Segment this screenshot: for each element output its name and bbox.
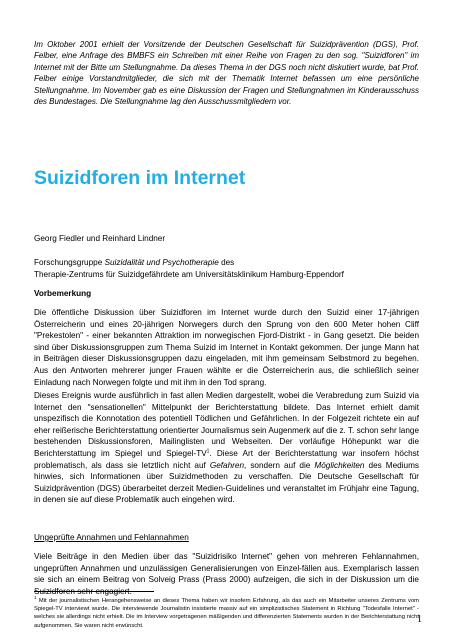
affiliation-group: Suizidalität und Psychotherapie <box>104 258 219 267</box>
emphasis-gefahren: Gefahren <box>209 460 244 470</box>
affiliation <box>34 257 419 280</box>
authors: Georg Fiedler und Reinhard Lindner <box>34 234 166 243</box>
affiliation-suffix: des <box>218 258 235 267</box>
article-title: Suizidforen im Internet <box>34 167 246 189</box>
paragraph-2 <box>34 390 419 506</box>
paragraph-2-text: . Diese Art der Berichterstattung war insofern höchst problematisch, als dass sie letztlich nicht auf <box>34 448 419 470</box>
footnote-divider <box>34 591 154 592</box>
section-heading: Vorbemerkung <box>34 289 92 298</box>
footnote-reference[interactable]: 1 <box>206 448 210 455</box>
intro-note: Im Oktober 2001 erhielt der Vorsitzende der Deutschen Gesellschaft für Suizidprävention (DGS), Prof. Felber, eine Anfrage des BMBFS ein Schreiben mit einer Reihe von Fragen zu den sog. "Suizidforen" im Internet mit der Bitte um Stellungnahme. Da dieses Thema in der DGS noch nicht diskutiert wurde, bat Prof. Felber einige Vorstandmitglieder, die sich mit der Thematik Internet befassen um eine persönliche Stellungnahme. Im November gab es eine Diskussion der Fragen und Stellungnahmen im Kinderausschuss des Bundestages. Die Stellungnahme lag den Ausschussmitgliedern vor. <box>34 40 419 107</box>
subheading: Ungeprüfte Annahmen und Fehlannahmen <box>34 533 189 542</box>
footnote-number: 1 <box>34 595 37 601</box>
page-number: 1 <box>417 614 422 625</box>
paragraph-3: Viele Beiträge in den Medien über das "Suizidrisiko Internet" gehen von mehreren Fehlannahmen, ungeprüften Annahmen und unzulässigen Generalisierungen von Einzel-fällen aus. Exemplarisch lassen sie sich an einem Beitrag von Solveig Prass (Prass 2000) aufzeigen, die sich in der Diskussion um die Suizidforen sehr engagiert. <box>34 552 419 596</box>
affiliation-prefix: Forschungsgruppe <box>34 258 105 267</box>
paragraph-1: Die öffentliche Diskussion über Suizidforen im Internet wurde durch den Suizid einer 17-jährigen Österreicherin und eines 20-jährigen Norwegers durch den Sprung von den 600 Meter hohen Cliff "Prekestolen" - einer bekannten Attraktion im norwegischen Fjord-Distrikt - in Gang gesetzt. Die beiden sind über Diskussionsgruppen zum Thema Suizid im Internet in Kontakt gekommen. Der junge Mann hat in Beiträgen dieser Diskussionsgruppen dazu eingeladen, mit ihm gemeinsam Selbstmord zu begehen. Aus den Antworten mehrerer junger Frauen wählte er die Österreicherin aus, die schließlich seiner Einladung nach Norwegen folgte und mit ihm in den Tod sprang. <box>34 308 419 387</box>
paragraph-2-text: des Mediums hinwies, sich Informationen über Suizidmethoden zu verschaffen. Die Deutsche Gesellschaft für Suizidprävention (DGS) überarbeitet derzeit Medien-Guidelines und veranstaltet im Frühjahr eine Tagung, in denen sie auf diese Problematik auch eingehen wird. <box>34 460 419 505</box>
paragraph-2-text: , sondern auf die <box>244 460 315 470</box>
paragraph-2-text: Dieses Ereignis wurde ausführlich in fast allen Medien dargestellt, wobei die Verabredung zum Suizid via Internet den "sensationellen" Mittelpunkt der Berichterstattung bildete. Das Internet erhielt damit unspezifisch die Konnotation des potentiell Tödlichen und Gefährlichen. In der Folgezeit richtete ein auf eher reißerische Berichterstattung orientierter Journalismus sein Augenmerk auf die z. T. schon sehr lange bestehenden Diskussionsforen, Mailinglisten und Webseiten. Der vorläufige Höhepunkt war die Berichterstattung im Spiegel und Spiegel-TV <box>34 391 419 458</box>
affiliation-institution: Therapie-Zentrums für Suizidgefährdete am Universitätsklinikum Hamburg-Eppendorf <box>34 269 344 279</box>
footnote <box>34 597 419 630</box>
footnote-text: Mit der journalistischen Herangehensweise an dieses Thema haben wir insofern Erfahrung, als das auch ein Mitarbeiter unseres Zentrums vom Spiegel-TV interviewt wurde. Die interviewende Journalistin insistierte massiv auf ein simplizistisches Statement in Richtung "Todesfalle Internet" - welches sie allerdings nicht erhielt. Die im Interview vorgetragenen mäßigenden und differenzierten Statements wurden in der Berichterstattung nicht aufgenommen. Sie waren nicht erwünscht. <box>34 598 419 629</box>
emphasis-moeglichkeiten: Möglichkeiten <box>314 460 365 470</box>
